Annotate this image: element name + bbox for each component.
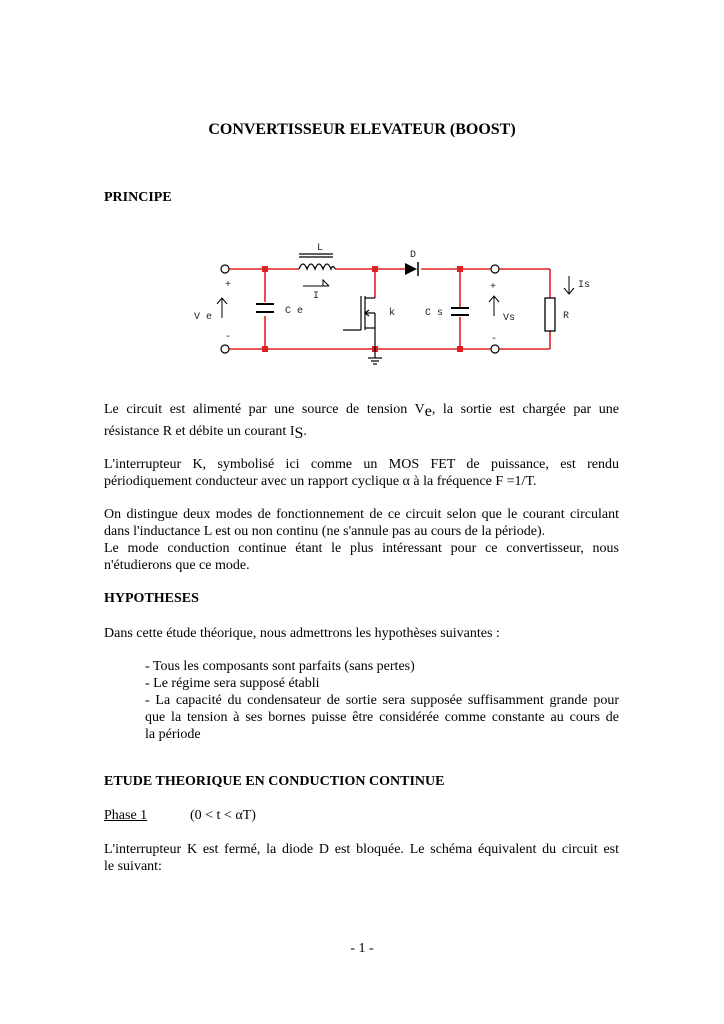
diode-symbol (405, 262, 418, 276)
phase-1-header (104, 808, 256, 824)
paragraph-switch (104, 456, 619, 490)
load-resistor-symbol (545, 298, 555, 331)
input-terminal-plus (221, 265, 229, 273)
inductor-symbol (299, 254, 335, 269)
label-Ve: V e (194, 312, 213, 323)
input-capacitor-symbol (256, 304, 274, 312)
paragraph-line: On distingue deux modes de fonctionnement de ce circuit selon que le courant circulant (104, 507, 619, 522)
document-title: CONVERTISSEUR ELEVATEUR (BOOST) (208, 121, 516, 138)
label-k: k (389, 308, 396, 319)
paragraph-line: dans l'inductance L est ou non continu (ne s'annule pas au cours de la période). (104, 524, 546, 539)
paragraph-line: le suivant: (104, 859, 162, 874)
page-number: - 1 - (350, 941, 374, 956)
list-item: que la tension à ses bornes puisse être considérée comme constante au cours de (145, 710, 619, 725)
paragraph-intro (104, 400, 619, 440)
paragraph-line: périodiquement conducteur avec un rapport cyclique α à la fréquence F =1/T. (104, 474, 537, 489)
paragraph-line: L'interrupteur K, symbolisé ici comme un MOS FET de puissance, est rendu (104, 457, 619, 472)
paragraph-line: Le circuit est alimenté par une source de tension Ve, la sortie est chargée par une (104, 402, 619, 420)
label-Ce: C e (285, 306, 304, 317)
label-Vs: Vs (503, 313, 516, 324)
paragraph-line: résistance R et débite un courant IS. (104, 424, 307, 442)
label-R: R (563, 311, 570, 322)
output-terminal-minus (491, 345, 499, 353)
ground-icon (368, 349, 382, 364)
output-terminal-plus (491, 265, 499, 273)
ve-voltage-arrow (217, 298, 227, 318)
paragraph-line: n'étudierons que ce mode. (104, 558, 250, 573)
list-item: - La capacité du condensateur de sortie sera supposée suffisamment grande pour (145, 693, 619, 708)
input-terminal-minus (221, 345, 229, 353)
paragraph-phase1 (104, 841, 619, 875)
label-plus-input: + (225, 280, 232, 291)
paragraph-line: Dans cette étude théorique, nous admettrons les hypothèses suivantes : (104, 626, 500, 641)
boost-circuit-schematic (185, 236, 605, 376)
vs-voltage-arrow (489, 296, 499, 316)
label-plus-output: + (490, 282, 497, 293)
list-item: la période (145, 727, 201, 742)
current-arrow-I (303, 280, 329, 286)
heading-principe: PRINCIPE (104, 190, 172, 205)
heading-etude-theorique: ETUDE THEORIQUE EN CONDUCTION CONTINUE (104, 774, 445, 789)
is-current-arrow (564, 276, 574, 294)
list-item: - Le régime sera supposé établi (145, 676, 320, 691)
phase-1-label: Phase 1 (104, 808, 148, 823)
label-minus-output: - (491, 334, 498, 345)
label-Is: Is (578, 280, 591, 291)
label-D: D (410, 250, 417, 261)
hypotheses-list (145, 658, 619, 743)
paragraph-modes (104, 506, 619, 574)
label-minus-input: - (225, 332, 232, 343)
list-item: - Tous les composants sont parfaits (sans pertes) (145, 659, 415, 674)
paragraph-line: Le mode conduction continue étant le plus intéressant pour ce convertisseur, nous (104, 541, 619, 556)
label-Cs: C s (425, 308, 444, 319)
paragraph-line: L'interrupteur K est fermé, la diode D est bloquée. Le schéma équivalent du circuit est (104, 842, 619, 857)
phase-1-condition: (0 < t < αT) (190, 808, 256, 823)
label-L: L (317, 243, 324, 254)
paragraph-hypotheses-intro (104, 625, 619, 642)
output-capacitor-symbol (451, 308, 469, 315)
label-I: I (313, 291, 320, 302)
mosfet-switch-symbol (343, 296, 375, 349)
heading-hypotheses: HYPOTHESES (104, 591, 199, 606)
